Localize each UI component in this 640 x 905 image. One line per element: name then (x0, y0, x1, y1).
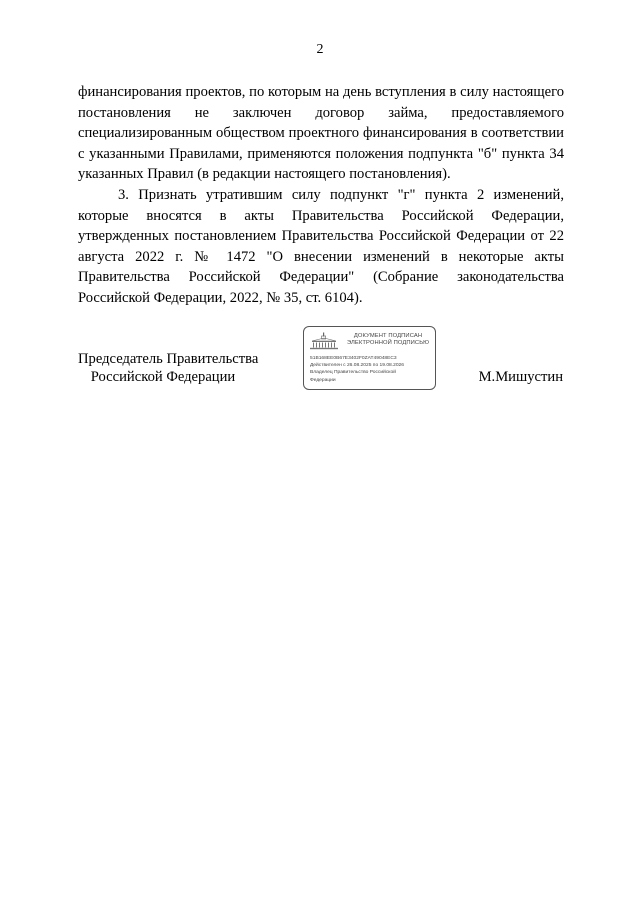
paragraph-continuation: финансирования проектов, по которым на день вступления в силу настоящего постановления не заключен договор займа, предоставляемого специализированным обществом проектного финансирования в соответствии с указанными Правилами, применяются положения подпункта "б" пункта 34 указанных Правил (в редакции настоящего постановления). (78, 84, 564, 183)
signer-position (78, 350, 259, 386)
stamp-title-line-1: ДОКУМЕНТ ПОДПИСАН (353, 333, 423, 339)
document-body (78, 82, 564, 309)
stamp-details (310, 355, 434, 384)
signer-name: М.Мишустин (478, 369, 563, 385)
stamp-owner-line-1: Владелец Правительство Российской (310, 370, 396, 376)
paragraph-clause-3: 3. Признать утратившим силу подпункт "г" пункта 2 изменений, которые вносятся в акты Правительства Российской Федерации, утвержденных постановлением Правительства Российской Федерации от 22 августа 2022 г. № 1472 "О внесении изменений в некоторые акты Правительства Российской Федерации" (Собрание законодательства Российской Федерации, 2022, № 35, ст. 6104). (78, 186, 564, 306)
stamp-certificate: 51B168EE0B67E3402F0ZAT49048EC3 (310, 356, 397, 361)
signer-position-line-1: Председатель Правительства (78, 351, 259, 367)
page-number: 2 (316, 42, 324, 57)
stamp-title-line-2: ЭЛЕКТРОННОЙ ПОДПИСЬЮ (346, 340, 430, 346)
stamp-title (342, 333, 434, 347)
signer-position-line-2: Российской Федерации (90, 369, 236, 385)
electronic-signature-stamp (303, 326, 436, 390)
stamp-validity: Действителен с 26.08.2025 по 19.08.2026 (310, 363, 404, 369)
government-building-icon (309, 332, 339, 350)
stamp-owner-line-2: Федерации (310, 377, 336, 383)
